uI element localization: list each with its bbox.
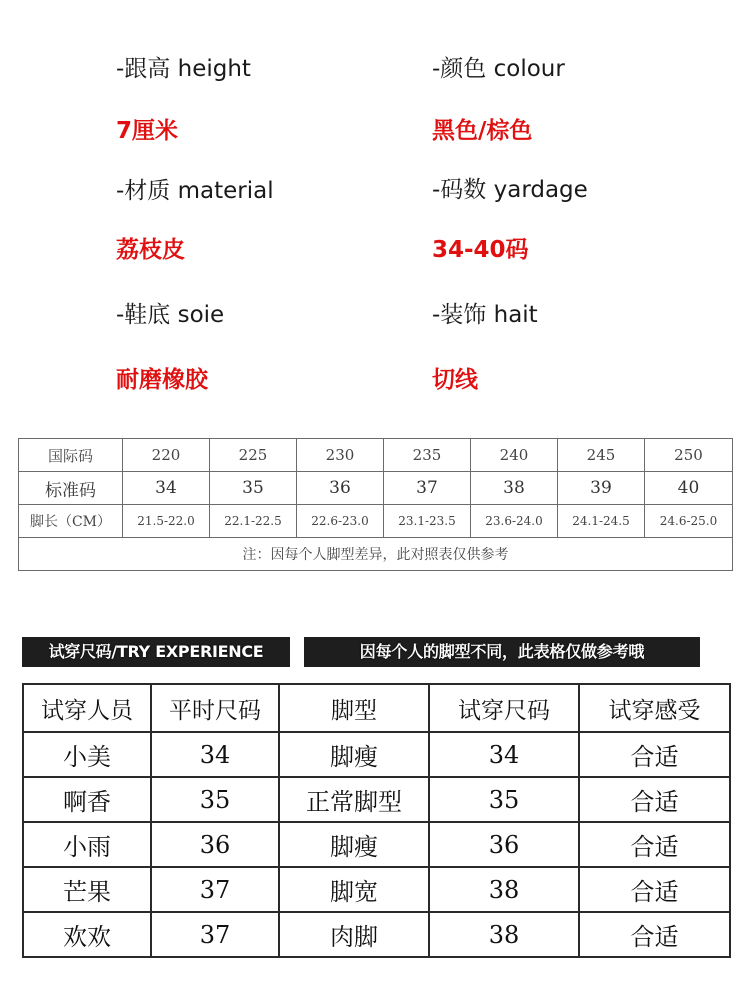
header-cell: 试穿人员 xyxy=(23,684,151,732)
usual-size: 35 xyxy=(151,777,279,822)
row-label: 国际码 xyxy=(19,439,123,472)
size-range-label: -码数 yardage xyxy=(432,177,588,203)
header-cell: 试穿感受 xyxy=(579,684,730,732)
sole-value: 耐磨橡胶 xyxy=(116,367,208,393)
size-cell: 240 xyxy=(471,439,558,472)
foot-type: 肉脚 xyxy=(279,912,429,957)
size-cell: 250 xyxy=(645,439,733,472)
size-cell: 36 xyxy=(297,472,384,505)
fit-feeling: 合适 xyxy=(579,912,730,957)
row-label: 脚长（CM） xyxy=(19,505,123,538)
usual-size: 37 xyxy=(151,912,279,957)
size-chart-note: 注：因每个人脚型差异，此对照表仅供参考 xyxy=(19,538,733,571)
size-cell: 24.6-25.0 xyxy=(645,505,733,538)
table-row xyxy=(23,732,730,777)
size-range-value: 34-40码 xyxy=(432,237,529,263)
size-cell: 23.6-24.0 xyxy=(471,505,558,538)
size-cell: 38 xyxy=(471,472,558,505)
heel-height-value: 7厘米 xyxy=(116,118,179,144)
tried-size: 35 xyxy=(429,777,579,822)
try-experience-banner: 试穿尺码/TRY EXPERIENCE xyxy=(22,637,290,667)
foot-type: 脚宽 xyxy=(279,867,429,912)
size-conversion-table xyxy=(18,438,733,571)
sole-label: -鞋底 soie xyxy=(116,302,225,328)
header-cell: 脚型 xyxy=(279,684,429,732)
size-cell: 34 xyxy=(123,472,210,505)
tester-name: 欢欢 xyxy=(23,912,151,957)
usual-size: 34 xyxy=(151,732,279,777)
size-cell: 22.6-23.0 xyxy=(297,505,384,538)
decoration-value: 切线 xyxy=(432,367,478,393)
size-cell: 21.5-22.0 xyxy=(123,505,210,538)
fit-feeling: 合适 xyxy=(579,867,730,912)
size-row-foot-length xyxy=(19,505,733,538)
size-chart-note-row xyxy=(19,538,733,571)
tried-size: 38 xyxy=(429,867,579,912)
decoration-label: -装饰 hait xyxy=(432,302,538,328)
size-cell: 245 xyxy=(558,439,645,472)
try-on-table xyxy=(22,683,731,958)
size-row-standard xyxy=(19,472,733,505)
tried-size: 38 xyxy=(429,912,579,957)
size-cell: 24.1-24.5 xyxy=(558,505,645,538)
size-row-international xyxy=(19,439,733,472)
size-cell: 35 xyxy=(210,472,297,505)
tester-name: 啊香 xyxy=(23,777,151,822)
table-row xyxy=(23,777,730,822)
size-cell: 220 xyxy=(123,439,210,472)
usual-size: 37 xyxy=(151,867,279,912)
size-cell: 37 xyxy=(384,472,471,505)
size-cell: 22.1-22.5 xyxy=(210,505,297,538)
size-cell: 230 xyxy=(297,439,384,472)
table-row xyxy=(23,912,730,957)
tester-name: 小美 xyxy=(23,732,151,777)
size-cell: 225 xyxy=(210,439,297,472)
size-cell: 39 xyxy=(558,472,645,505)
try-on-header-row xyxy=(23,684,730,732)
color-label: -颜色 colour xyxy=(432,56,565,82)
fit-feeling: 合适 xyxy=(579,777,730,822)
foot-type: 脚瘦 xyxy=(279,732,429,777)
table-row xyxy=(23,867,730,912)
tester-name: 芒果 xyxy=(23,867,151,912)
foot-type: 正常脚型 xyxy=(279,777,429,822)
heel-height-label: -跟高 height xyxy=(116,56,251,82)
header-cell: 试穿尺码 xyxy=(429,684,579,732)
usual-size: 36 xyxy=(151,822,279,867)
tester-name: 小雨 xyxy=(23,822,151,867)
header-cell: 平时尺码 xyxy=(151,684,279,732)
tried-size: 34 xyxy=(429,732,579,777)
foot-type: 脚瘦 xyxy=(279,822,429,867)
material-value: 荔枝皮 xyxy=(116,237,185,263)
fit-feeling: 合适 xyxy=(579,822,730,867)
table-row xyxy=(23,822,730,867)
color-value: 黑色/棕色 xyxy=(432,118,533,144)
fit-feeling: 合适 xyxy=(579,732,730,777)
material-label: -材质 material xyxy=(116,178,274,204)
row-label: 标准码 xyxy=(19,472,123,505)
size-cell: 23.1-23.5 xyxy=(384,505,471,538)
reference-note-banner: 因每个人的脚型不同，此表格仅做参考哦 xyxy=(304,637,700,667)
size-cell: 40 xyxy=(645,472,733,505)
tried-size: 36 xyxy=(429,822,579,867)
size-cell: 235 xyxy=(384,439,471,472)
